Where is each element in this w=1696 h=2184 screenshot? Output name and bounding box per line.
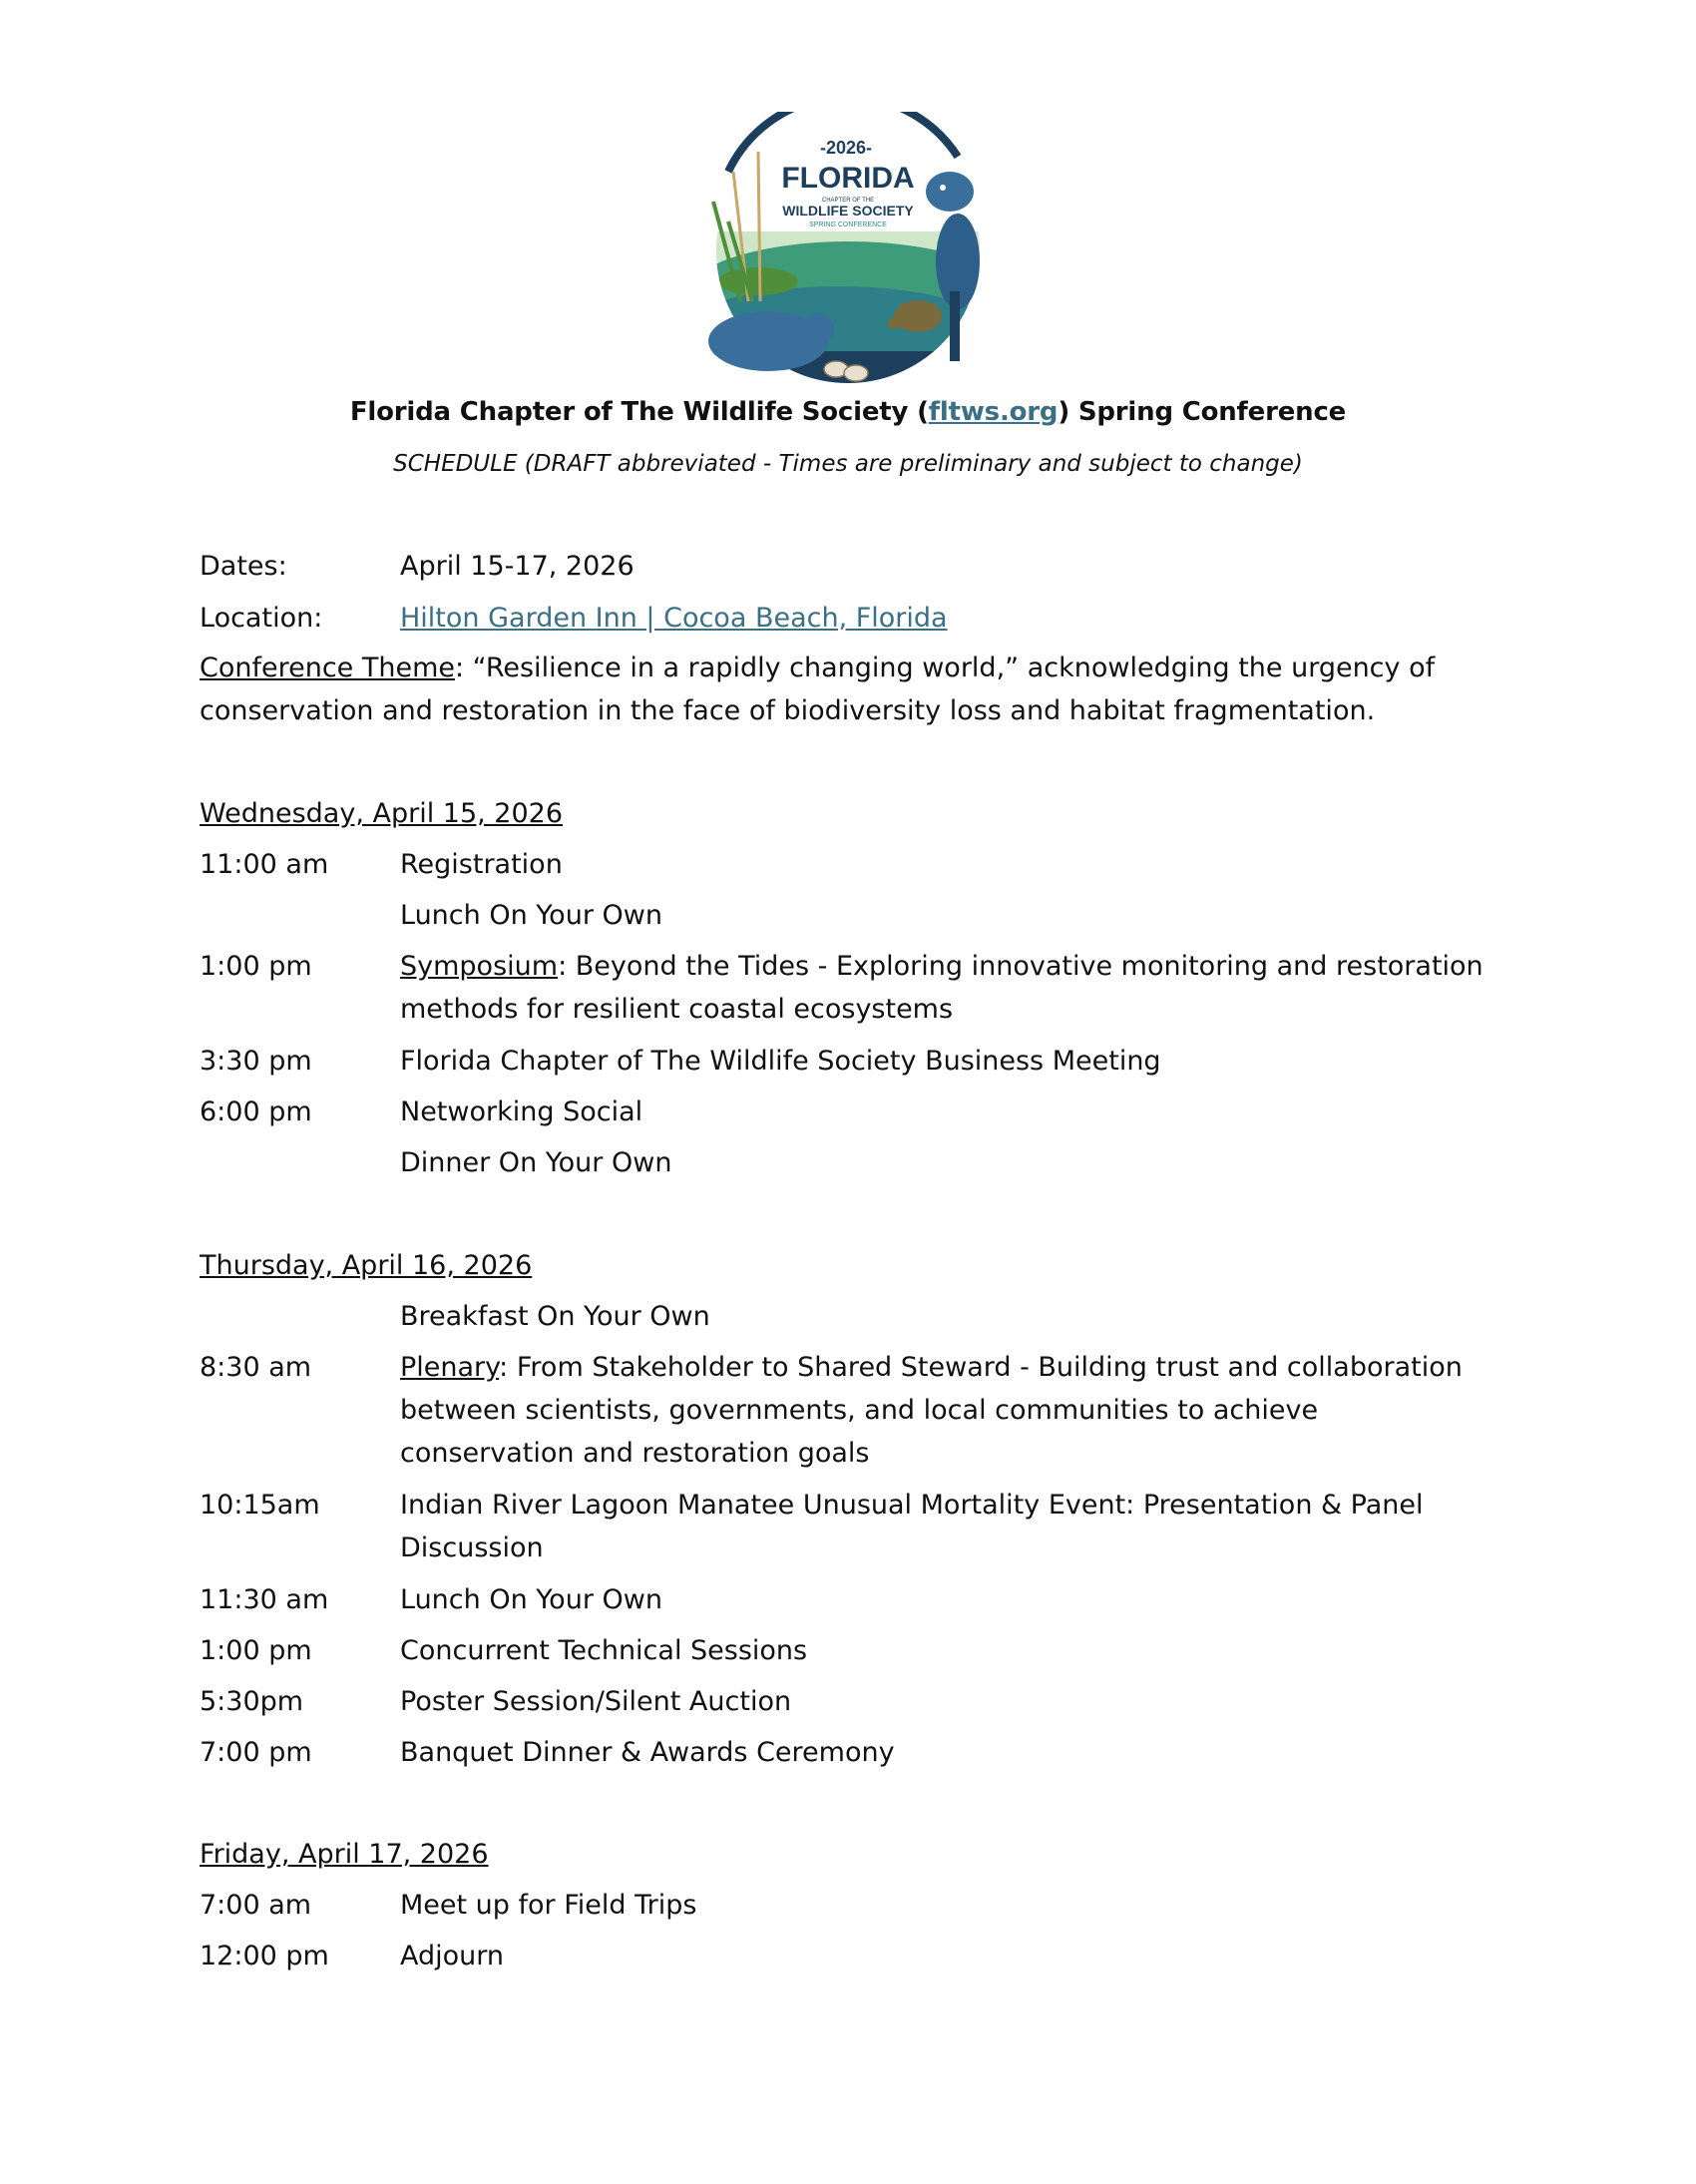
- schedule-item: Concurrent Technical Sessions: [400, 1635, 808, 1666]
- schedule-time: 11:30 am: [200, 1584, 329, 1615]
- logo-state: FLORIDA: [781, 162, 915, 195]
- page-title: [0, 397, 1696, 427]
- schedule-item: Indian River Lagoon Manatee Unusual Mortality Event: Presentation & Panel Discussion: [400, 1490, 1424, 1563]
- schedule-item: Networking Social: [400, 1096, 643, 1127]
- day-heading-wednesday: Wednesday, April 15, 2026: [200, 798, 564, 829]
- schedule-item: Banquet Dinner & Awards Ceremony: [400, 1737, 895, 1768]
- day-heading-friday: Friday, April 17, 2026: [200, 1839, 489, 1870]
- conference-logo: [688, 112, 1008, 391]
- schedule-item: Dinner On Your Own: [400, 1147, 672, 1178]
- schedule-time: 12:00 pm: [200, 1941, 329, 1971]
- schedule-time: 11:00 am: [200, 849, 329, 880]
- dates-value: April 15-17, 2026: [400, 551, 635, 582]
- schedule-time: 7:00 am: [200, 1890, 312, 1921]
- schedule-time: 1:00 pm: [200, 951, 312, 982]
- plenary-label: Plenary: [400, 1352, 500, 1383]
- location-label: Location:: [200, 603, 323, 634]
- schedule-time: 5:30pm: [200, 1686, 304, 1717]
- location-link[interactable]: Hilton Garden Inn | Cocoa Beach, Florida: [400, 603, 948, 634]
- theme-text: : “Resilience in a rapidly changing world,” acknowledging the urgency of conservation and restoration in the face of biodiversity loss and habitat fragmentation.: [200, 653, 1436, 726]
- schedule-item: Poster Session/Silent Auction: [400, 1686, 792, 1717]
- logo-chapter: CHAPTER OF THE: [821, 198, 875, 204]
- schedule-time: 8:30 am: [200, 1352, 312, 1383]
- schedule-time: 3:30 pm: [200, 1046, 312, 1077]
- schedule-item: [400, 1346, 1497, 1475]
- schedule-time: 7:00 pm: [200, 1737, 312, 1768]
- logo-year: -2026-: [819, 138, 873, 158]
- theme-label: Conference Theme: [200, 653, 455, 683]
- schedule-item: Breakfast On Your Own: [400, 1301, 710, 1332]
- schedule-time: 10:15am: [200, 1490, 320, 1521]
- location-value-wrap: [400, 597, 1497, 640]
- schedule-item: Lunch On Your Own: [400, 900, 662, 931]
- dates-label: Dates:: [200, 551, 287, 582]
- schedule-item: [400, 945, 1497, 1031]
- schedule-item: Lunch On Your Own: [400, 1584, 662, 1615]
- logo-society: WILDLIFE SOCIETY: [782, 203, 914, 218]
- schedule-time: 1:00 pm: [200, 1635, 312, 1666]
- schedule-time: 6:00 pm: [200, 1096, 312, 1127]
- title-suffix: ) Spring Conference: [1058, 397, 1347, 427]
- title-prefix: Florida Chapter of The Wildlife Society (: [349, 397, 929, 427]
- schedule-item: Adjourn: [400, 1941, 505, 1971]
- schedule-item: Florida Chapter of The Wildlife Society Business Meeting: [400, 1046, 1161, 1077]
- schedule-item: Registration: [400, 849, 563, 880]
- fltws-link[interactable]: fltws.org: [928, 397, 1059, 427]
- day-heading-thursday: Thursday, April 16, 2026: [200, 1250, 533, 1281]
- schedule-item: Meet up for Field Trips: [400, 1890, 697, 1921]
- symposium-text: : Beyond the Tides - Exploring innovative monitoring and restoration methods for resilient coastal ecosystems: [400, 951, 1484, 1025]
- conference-theme: [200, 647, 1496, 732]
- logo-conference: SPRING CONFERENCE: [809, 221, 887, 228]
- page-subtitle: SCHEDULE (DRAFT abbreviated - Times are preliminary and subject to change): [393, 451, 1303, 477]
- symposium-label: Symposium: [400, 951, 559, 982]
- plenary-text: : From Stakeholder to Shared Steward - Building trust and collaboration between scientists, governments, and local communities to achieve conservation and restoration goals: [400, 1352, 1463, 1469]
